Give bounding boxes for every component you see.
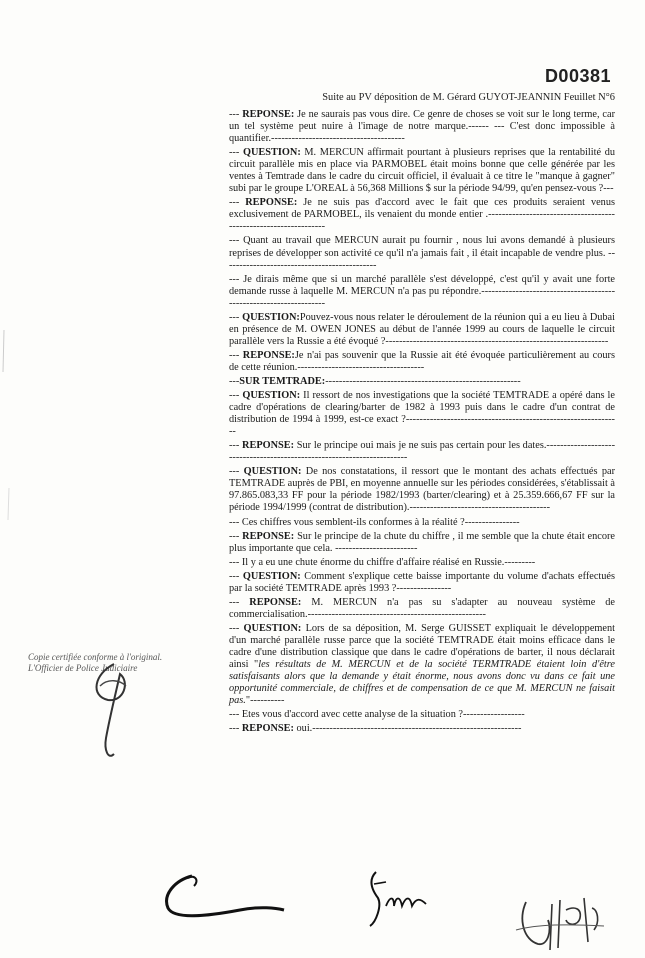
paragraph-text: --- [229,311,243,323]
deposition-paragraph [229,376,615,388]
signature-right [508,890,608,958]
speaker-label: QUESTION: [242,311,300,323]
paragraph-text: Il ressort de nos investigations que la société TEMTRADE a opéré dans le cadre d'opérations de clearing/barter de 1982 à 1993 puis dans le cadre d'un contrat de distribution de 1994 à 1999, est-ce exact ?--------------------------------------------------------------- [229,390,615,438]
paragraph-text: --- [229,570,243,582]
paragraph-text: Comment s'explique cette baisse importante du volume d'achats effectués par la société TEMTRADE après 1993 ?---------------- [229,570,616,594]
paragraph-text: --- [229,723,242,735]
speaker-label: SUR TEMTRADE: [239,375,326,387]
deposition-paragraph [229,557,615,569]
deposition-paragraph [229,597,615,621]
certification-line-1: Copie certifiée conforme à l'original. [28,652,163,662]
deposition-paragraph [229,350,615,374]
paragraph-text: --- Etes vous d'accord avec cette analyse de la situation ?------------------ [229,709,525,721]
paragraph-text: oui.------------------------------------------------------------- [293,723,522,735]
paragraph-text: les résultats de M. MERCUN et de la société TERMTRADE étaient loin d'être satisfaisants alors que la demande y était énorme, nous avons donc vu dans ce fait une opportunité commerciale, de chiffres et de compensation de ce que M. MERCUN ne faisait pas. [229,659,615,707]
paragraph-text: --- [229,390,243,402]
speaker-label: QUESTION: [243,466,302,478]
paragraph-text: --- [229,197,246,209]
speaker-label: REPONSE: [249,596,302,608]
paragraph-text: --- Ces chiffres vous semblent-ils conformes à la réalité ?---------------- [229,516,520,528]
paragraph-text: --- Il y a eu une chute énorme du chiffre d'affaire réalisé en Russie.--------- [229,556,536,568]
deposition-paragraph [229,109,615,145]
paragraph-text: --- [229,147,243,159]
paragraph-text: Sur le principe oui mais je ne suis pas certain pour les dates.------------------------------------------------------------------------ [229,440,615,464]
paragraph-text: --- [229,440,243,452]
paragraph-text: --- [229,622,244,634]
deposition-paragraph [229,197,615,233]
deposition-paragraph [229,466,615,514]
deposition-text [229,109,615,737]
deposition-paragraph [229,709,615,721]
paragraph-text: "---------- [245,695,285,707]
certification-line-2: L'Officier de Police Judiciaire [28,663,138,673]
page-header: Suite au PV déposition de M. Gérard GUYOT-JEANNIN Feuillet N°6 [322,92,615,103]
deposition-paragraph [229,235,615,271]
paragraph-text: --- Je dirais même que si un marché parallèle s'est développé, c'est qu'il y avait une forte demande russe à laquelle M. MERCUN n'a pas pu répondre.------------------------------------------------------------------- [229,273,615,309]
paragraph-text: Pouvez-vous nous relater le déroulement de la réunion qui a eu lieu à Dubai en présence de M. OWEN JONES au début de l'année 1999 au cours de laquelle le circuit parallèle vers la Russie a été évoqué ?----------------------------------------------------------------- [229,311,615,347]
speaker-label: REPONSE: [245,197,298,209]
signature-left [148,870,288,930]
speaker-label: REPONSE: [242,349,295,361]
paragraph-text: --- [229,596,250,608]
officer-initials-mark [80,656,150,766]
deposition-paragraph [229,531,615,555]
deposition-paragraph [229,274,615,310]
deposition-paragraph [229,723,615,735]
speaker-label: REPONSE: [242,530,295,542]
speaker-label: QUESTION: [242,147,301,159]
speaker-label: QUESTION: [242,390,301,402]
paragraph-text: --- [229,109,243,120]
deposition-paragraph [229,312,615,348]
deposition-paragraph [229,571,615,595]
paragraph-text: M. MERCUN affirmait pourtant à plusieurs reprises que la rentabilité du circuit parallèle mis en place via PARMOBEL était moins bonne que celle générée par les ventes à Temtrade dans le cadre du circuit officiel, il évaluait à ce titre le "manque à gagner" subi par le groupe L'OREAL à 56,368 Millions $ sur la période 94/99, qu'en pensez-vous ?--- [229,147,615,195]
document-id: D00381 [544,66,611,86]
speaker-label: QUESTION: [243,622,302,634]
paragraph-text: --- [229,349,243,361]
scan-margin-marks [0,0,30,958]
deposition-paragraph [229,390,615,438]
paragraph-text: M. MERCUN n'a pas su s'adapter au nouveau système de commercialisation.---------------------------------------------------- [229,596,615,620]
speaker-label: QUESTION: [242,570,301,582]
paragraph-text: --------------------------------------------------------- [325,375,521,387]
paragraph-text: De nos constatations, il ressort que le montant des achats effectués par TEMTRADE auprès de PBI, en moyenne annuelle sur les périodes considérées, s'établissait à 97.865.083,33 FF pour la période 1982/1993 (barter/clearing) et à 25.359.666,67 FF sur la période 1994/1999 (contrat de distribution).----------------------------------------- [229,466,615,514]
paragraph-text: Je ne suis pas d'accord avec le fait que ces produits seraient venus exclusivement de PARMOBEL, ils venaient du monde entier .----------------------------------------------------------------- [229,197,615,233]
deposition-paragraph [229,147,615,195]
paragraph-text: Je ne saurais pas vous dire. Ce genre de choses se voit sur le long terme, car un tel système peut nuire à l'image de notre marque.------ --- C'est donc impossible à quantifier.--------------------------------------- [229,109,615,145]
paragraph-text: --- [229,375,240,387]
paragraph-text: Je n'ai pas souvenir que la Russie ait été évoquée particulièrement au cours de cette réunion.------------------------------------- [229,349,615,373]
speaker-label: REPONSE: [241,723,294,735]
deposition-paragraph [229,440,615,464]
deposition-paragraph [229,517,615,529]
paragraph-text: --- [229,466,244,478]
speaker-label: REPONSE: [242,440,295,452]
paragraph-text: --- [229,530,243,542]
deposition-paragraph [229,623,615,707]
signature-middle [360,862,440,932]
speaker-label: REPONSE: [242,109,295,120]
paragraph-text: Sur le principe de la chute du chiffre , il me semble que la chute était encore plus importante que cela. ------------------------ [229,530,615,554]
paragraph-text: Lors de sa déposition, M. Serge GUISSET expliquait le développement d'un marché parallèle russe parce que la société TEMTRADE était moins efficace dans le cadre d'une distribution classique que dans le cadre d'opérations de barter, il nous déclarait ainsi " [229,622,615,671]
paragraph-text: --- Quant au travail que MERCUN aurait pu fournir , nous lui avons demandé à plusieurs reprises de développer son activité ce qu'il n'a jamais fait , il était incapable de vendre plus. --------------------------------------------- [229,235,615,271]
